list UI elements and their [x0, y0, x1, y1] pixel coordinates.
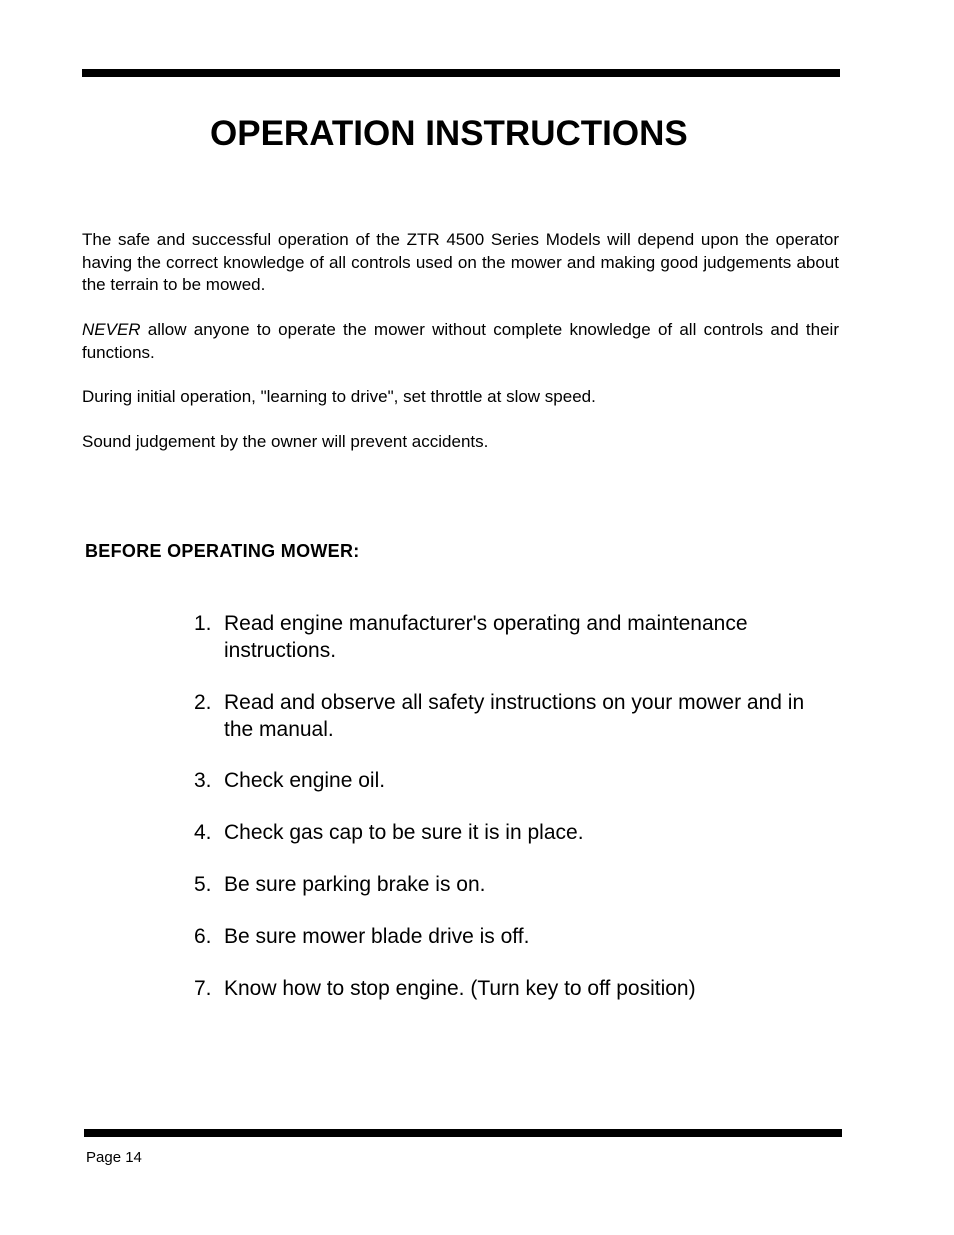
step-text: Be sure parking brake is on.: [224, 873, 486, 896]
section-heading-before-operating: BEFORE OPERATING MOWER:: [85, 541, 360, 561]
list-item: [194, 689, 834, 743]
step-number: 6.: [194, 925, 212, 948]
step-text: Be sure mower blade drive is off.: [224, 925, 530, 948]
step-number: 2.: [194, 691, 212, 714]
top-rule: [82, 69, 840, 77]
intro-paragraph-judgement: Sound judgement by the owner will prevent accidents.: [82, 432, 489, 451]
list-item: [194, 767, 834, 794]
page-number: Page 14: [86, 1149, 142, 1166]
step-number: 5.: [194, 873, 212, 896]
step-text: Read and observe all safety instructions on your mower and in the manual.: [224, 691, 805, 741]
never-emphasis: NEVER: [82, 320, 141, 339]
intro-paragraph-never: [82, 319, 839, 364]
step-text: Check engine oil.: [224, 769, 386, 792]
never-paragraph-text: allow anyone to operate the mower without complete knowledge of all controls and their functions.: [82, 320, 839, 362]
list-item: [194, 871, 834, 898]
step-number: 7.: [194, 977, 212, 1000]
step-text: Know how to stop engine. (Turn key to off position): [224, 977, 696, 1000]
intro-paragraph-throttle: During initial operation, "learning to drive", set throttle at slow speed.: [82, 387, 596, 406]
step-text: Read engine manufacturer's operating and maintenance instructions.: [224, 612, 748, 662]
list-item: [194, 975, 834, 1002]
step-number: 1.: [194, 612, 212, 635]
step-number: 4.: [194, 821, 212, 844]
page-title: OPERATION INSTRUCTIONS: [210, 114, 688, 153]
step-text: Check gas cap to be sure it is in place.: [224, 821, 584, 844]
bottom-rule: [84, 1129, 842, 1137]
list-item: [194, 819, 834, 846]
list-item: [194, 923, 834, 950]
intro-paragraph-safe-operation: The safe and successful operation of the ZTR 4500 Series Models will depend upon the operator having the correct knowledge of all controls used on the mower and making good judgements about the terrain to be mowed.: [82, 230, 839, 294]
step-number: 3.: [194, 769, 212, 792]
list-item: [194, 610, 834, 664]
